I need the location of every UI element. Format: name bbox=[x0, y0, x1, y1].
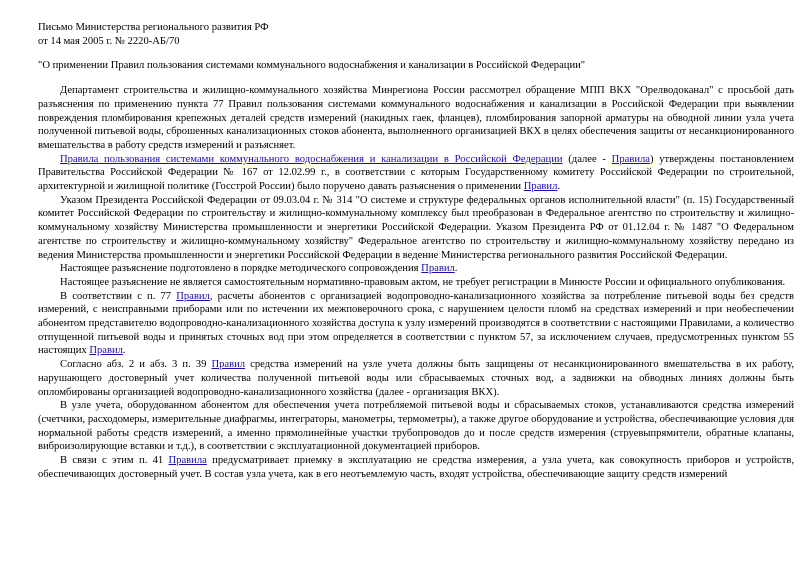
paragraph-2-text-a: (далее - bbox=[562, 153, 612, 165]
paragraph-2-text-b: ) утверждены постановлением Правительства Российской Федерации № 167 от 12.02.99 г., в соответствии с которым Государственному комитету Российской Федерации по строительной, архитектурной и жилищной политике (Госстрой России) было поручено давать разъяснения о применении bbox=[38, 153, 794, 193]
paragraph-4-text-b: . bbox=[454, 263, 458, 275]
rules-link[interactable]: Правила bbox=[611, 153, 650, 165]
paragraph-2-text-c: . bbox=[557, 181, 561, 193]
document-title: "О применении Правил пользования системами коммунального водоснабжения и канализации в Российской Федерации" bbox=[38, 60, 586, 72]
header-line-2: от 14 мая 2005 г. № 2220-АБ/70 bbox=[38, 35, 180, 47]
paragraph-4 bbox=[38, 262, 794, 276]
paragraph-2 bbox=[38, 153, 794, 194]
rules-full-link[interactable]: Правила пользования системами коммунального водоснабжения и канализации в Российской Федерации bbox=[60, 153, 563, 165]
paragraph-6 bbox=[38, 290, 794, 359]
document-page bbox=[38, 21, 794, 482]
paragraph-6-text-a: В соответствии с п. 77 bbox=[60, 290, 177, 302]
rules-link[interactable]: Правил bbox=[421, 263, 455, 275]
header-line-1: Письмо Министерства регионального развития РФ bbox=[38, 22, 269, 33]
paragraph-5: Настоящее разъяснение не является самостоятельным нормативно-правовым актом, не требует регистрации в Минюсте России и официального опубликования. bbox=[60, 276, 786, 288]
letter-header bbox=[38, 21, 794, 48]
paragraph-6-text-b: , расчеты абонентов с организацией водопроводно-канализационного хозяйства за потребление питьевой воды без средств измерений, с неисправными приборами или по истечении их межповерочного срока, с нарушением целости пломб на средствах измерений и при необеспечении абонентом представителю водопроводно-канализационного хозяйства доступа к узлу измерений производятся в соответствии с настоящими Правилами, а количество отпущенной питьевой воды и принятых сточных вод при этом определяется в соответствии с пунктом 57, за исключением случаев, предусмотренных пунктом 55 настоящих bbox=[38, 290, 794, 357]
rules-link[interactable]: Правил bbox=[211, 359, 246, 371]
paragraph-7-text-a: Согласно абз. 2 и абз. 3 п. 39 bbox=[60, 359, 212, 371]
paragraph-9 bbox=[38, 454, 794, 481]
rules-link[interactable]: Правил bbox=[176, 290, 210, 302]
paragraph-4-text-a: Настоящее разъяснение подготовлено в порядке методического сопровождения bbox=[60, 263, 422, 275]
paragraph-1: Департамент строительства и жилищно-коммунального хозяйства Минрегиона России рассмотрел обращение МПП ВКХ "Орелводоканал" с просьбой дать разъяснения по применению пункта 77 Правил пользования системами коммунального водоснабжения и канализации в Российской Федерации при выявлении повреждения пломбирования крепежных деталей средств измерений (накидных гаек, фланцев), пломбирования запорной арматуры на обводной линии узла учета полученной питьевой воды, сброшенных канализационных стоков абонента, выполненного организацией ВКХ в целях обеспечения защиты от несанкционированного вмешательства в работу средств измерений и разъясняет. bbox=[38, 85, 794, 151]
paragraph-3: Указом Президента Российской Федерации от 09.03.04 г. № 314 "О системе и структуре федеральных органов исполнительной власти" (п. 15) Государственный комитет Российской Федерации по строительству и жилищно-коммунальному комплексу был преобразован в Федеральное агентство по строительству и жилищно-коммунальному хозяйству Министерства промышленности и энергетики Российской Федерации. Указом Президента РФ от 01.12.04 г. № 1487 "О Федеральном агентстве по строительству и жилищно-коммунальному хозяйству" Федеральное агентство по строительству и жилищно-коммунальному хозяйству передано из ведения Министерства промышленности и энергетики Российской Федерации в ведение Министерства регионального развития Российской Федерации. bbox=[38, 194, 794, 261]
paragraph-8: В узле учета, оборудованном абонентом для обеспечения учета потребляемой питьевой воды и сбрасываемых стоков, устанавливаются средства измерений (счетчики, расходомеры, измерительные диафрагмы, интеграторы, манометры, термометры), а также другое оборудование и устройства, обеспечивающие условия для нормальной работы средств измерений, а именно прямолинейные участки трубопроводов до и после средств измерения (струевыпрямители, обратные клапаны, виброизолирующие вставки и т.д.), в соответствии с эксплуатационной документацией приборов. bbox=[38, 400, 794, 453]
paragraph-9-text-a: В связи с этим п. 41 bbox=[60, 455, 169, 467]
rules-link[interactable]: Правил bbox=[89, 345, 123, 357]
paragraph-6-text-c: . bbox=[122, 345, 126, 357]
paragraph-7 bbox=[38, 358, 794, 399]
rules-link[interactable]: Правил bbox=[523, 181, 558, 193]
rules-link[interactable]: Правила bbox=[168, 455, 207, 467]
paragraph-9-text-b: предусматривает приемку в эксплуатацию не средства измерения, а узла учета, как совокупность приборов и устройств, обеспечивающих достоверный учет. В состав узла учета, как в его неотъемлемую часть, входят устройства, обеспечивающие защиту средств измерений bbox=[38, 455, 794, 480]
paragraph-7-text-b: средства измерений на узле учета должны быть защищены от несанкционированного вмешательства в их работу, нарушающего достоверный учет количества полученной питьевой воды или сбрасываемых сточных вод, а задвижки на обводных линиях должны быть опломбированы организацией водопроводно-канализационного хозяйства (далее - организация ВКХ). bbox=[38, 359, 795, 398]
